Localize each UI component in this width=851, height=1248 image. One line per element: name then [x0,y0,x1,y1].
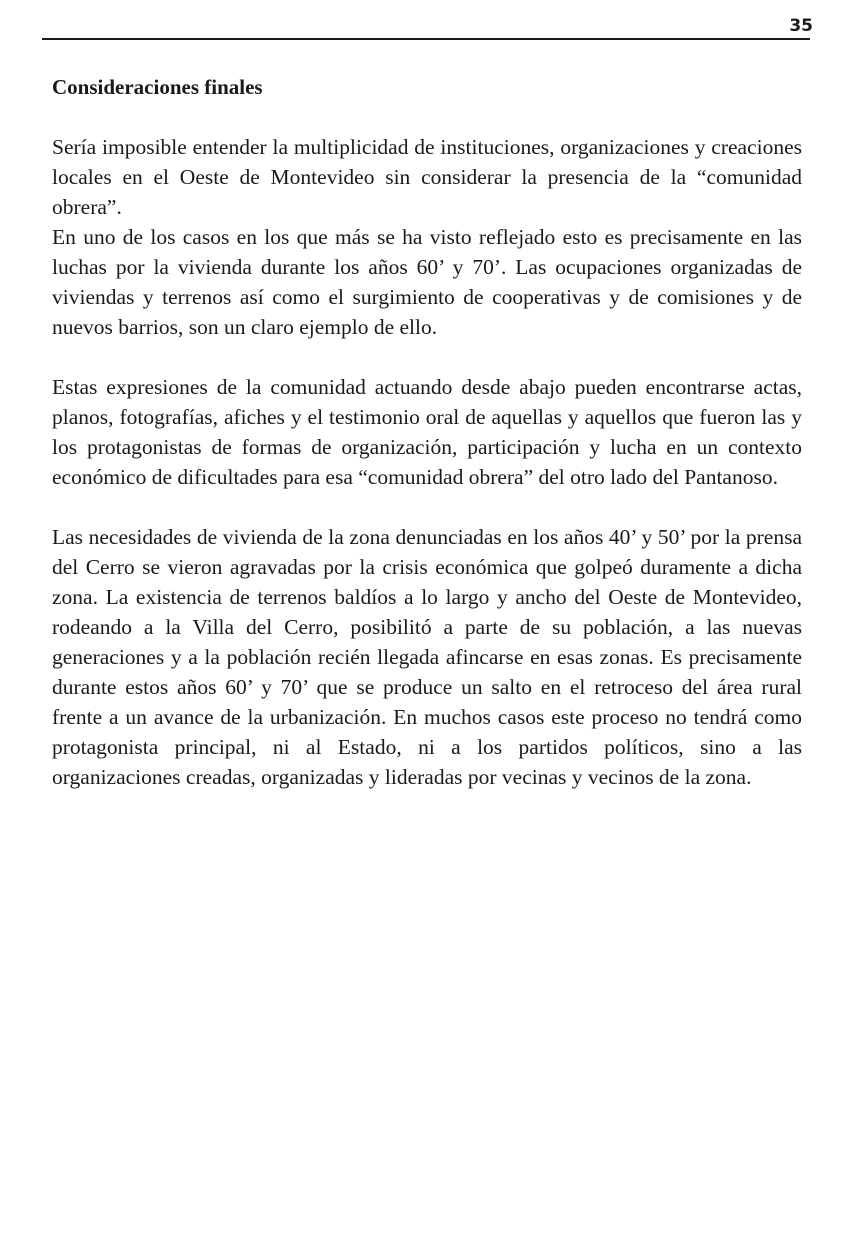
paragraph-1: Sería imposible entender la multiplicidad de instituciones, organizaciones y creaciones locales en el Oeste de Montevideo sin considerar la presencia de la “comunidad obrera”. [52,135,802,219]
header-rule [42,38,810,40]
page-body [52,72,802,792]
paragraph-3: Estas expresiones de la comunidad actuando desde abajo pueden encontrarse actas, planos, fotografías, afiches y el testimonio oral de aquellas y aquellos que fueron las y los protagonistas de formas de organización, participación y lucha en un contexto económico de dificultades para esa “comunidad obrera” del otro lado del Pantanoso. [52,375,802,489]
paragraph-2: En uno de los casos en los que más se ha visto reflejado esto es precisamente en las luchas por la vivienda durante los años 60’ y 70’. Las ocupaciones organizadas de viviendas y terrenos así como el surgimiento de cooperativas y de comisiones y de nuevos barrios, son un claro ejemplo de ello. [52,225,802,339]
page-number: 35 [789,16,813,36]
paragraph-4: Las necesidades de vivienda de la zona denunciadas en los años 40’ y 50’ por la prensa del Cerro se vieron agravadas por la crisis económica que golpeó duramente a dicha zona. La existencia de terrenos baldíos a lo largo y ancho del Oeste de Montevideo, rodeando a la Villa del Cerro, posibilitó a parte de su población, a las nuevas generaciones y a la población recién llegada afincarse en esas zonas. Es precisamente durante estos años 60’ y 70’ que se produce un salto en el retroceso del área rural frente a un avance de la urbanización. En muchos casos este proceso no tendrá como protagonista principal, ni al Estado, ni a los partidos políticos, sino a las organizaciones creadas, organizadas y lideradas por vecinas y vecinos de la zona. [52,525,802,789]
section-heading: Consideraciones finales [52,75,263,99]
